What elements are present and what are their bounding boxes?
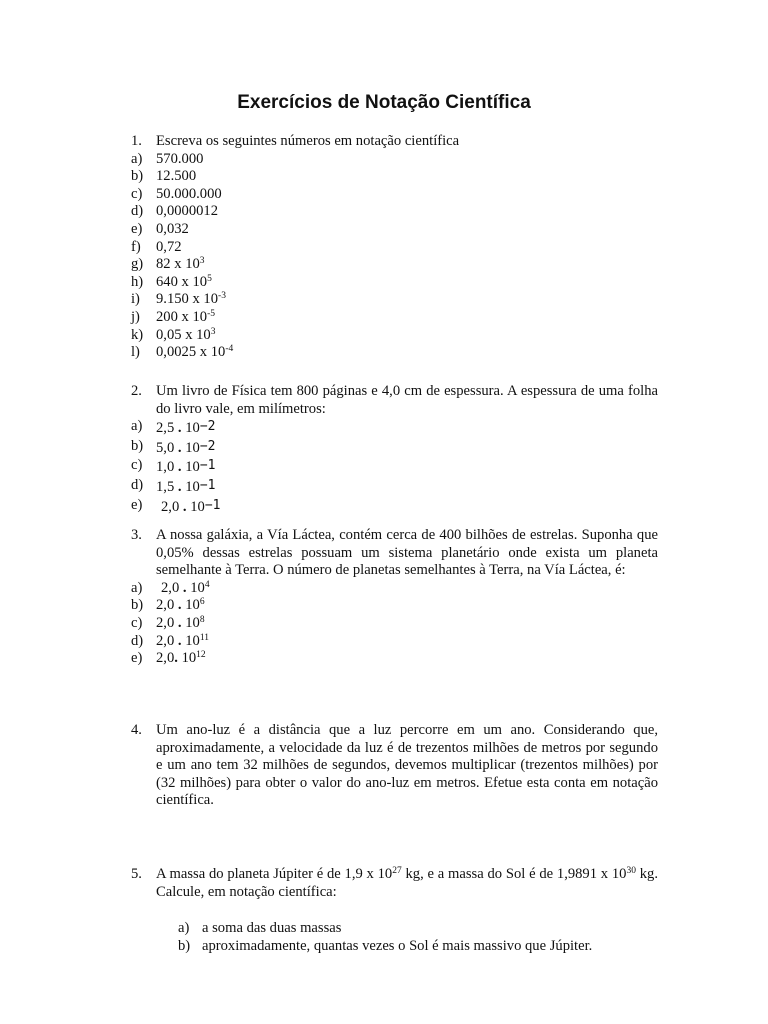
subitem-text: aproximadamente, quantas vezes o Sol é mais massivo que Júpiter.: [202, 937, 593, 954]
item-label: c): [131, 185, 143, 202]
item-text: [156, 309, 215, 327]
question-5-prompt: [131, 866, 658, 901]
question-number: 3.: [131, 527, 142, 543]
option-value: [156, 650, 206, 668]
exponent: 30: [626, 866, 636, 876]
item-label: b): [131, 168, 144, 185]
power-base: 10: [185, 439, 200, 456]
multiply-dot: .: [177, 597, 182, 614]
item-text: 570.000: [156, 150, 204, 167]
option-label: a): [131, 579, 143, 596]
answer-option: [131, 580, 658, 598]
item-text: 0,72: [156, 238, 182, 255]
power-base: 10: [181, 650, 197, 667]
multiply-dot: .: [177, 439, 182, 456]
answer-option: [131, 615, 658, 633]
mantissa: 1,0: [156, 459, 175, 476]
answer-option: [131, 418, 658, 438]
power-base: 10: [185, 459, 200, 476]
list-item: [131, 327, 658, 345]
power-base: 10: [185, 632, 200, 649]
mantissa: 2,0: [156, 614, 175, 631]
question-number: 5.: [131, 866, 142, 882]
option-label: c): [131, 457, 143, 474]
mantissa: 2,5: [156, 420, 175, 437]
list-item: [131, 274, 658, 292]
multiply-dot: .: [177, 459, 182, 476]
exponent: 8: [199, 614, 205, 625]
multiply-dot: .: [182, 498, 187, 515]
question-number: 4.: [131, 722, 142, 738]
power-base: 10: [190, 579, 205, 596]
question-text-part: A massa do planeta Júpiter é de 1,9 x 10: [156, 866, 393, 882]
item-label: d): [131, 203, 144, 220]
exponent: 12: [196, 650, 206, 661]
option-value: [156, 615, 205, 633]
question-text-part: kg, e a massa do Sol é de 1,9891 x 10: [401, 866, 627, 882]
question-3-options: [131, 580, 658, 668]
exponent: 4: [204, 579, 210, 590]
subitem-label: b): [178, 937, 191, 954]
exponent: -3: [218, 291, 226, 302]
mantissa: 2,0: [156, 650, 175, 667]
option-label: d): [131, 476, 144, 493]
question-3-prompt: [131, 527, 658, 580]
power-base: 10: [185, 614, 200, 631]
list-item: [131, 203, 658, 221]
option-value: [156, 457, 215, 477]
item-text: [156, 344, 233, 362]
option-label: b): [131, 597, 144, 614]
list-item: [131, 151, 658, 169]
exponent: -5: [207, 308, 215, 319]
exponent: −2: [199, 438, 216, 454]
item-text: [156, 291, 226, 309]
answer-option: [131, 497, 658, 517]
question-1: [131, 133, 658, 362]
question-text-part: kg. Calcule, em notação científica:: [156, 866, 659, 900]
list-item: [131, 309, 658, 327]
list-item: [131, 256, 658, 274]
multiply-dot: .: [177, 420, 182, 437]
list-item: [131, 221, 658, 239]
multiply-dot: .: [177, 478, 182, 495]
item-label: l): [131, 344, 140, 361]
power-base: 10: [185, 420, 200, 437]
exponent: −1: [204, 497, 221, 513]
item-text: 0,0000012: [156, 203, 219, 220]
multiply-dot: .: [177, 614, 182, 631]
item-base: 640 x 10: [156, 273, 208, 290]
power-base: 10: [185, 597, 200, 614]
exponent: −2: [199, 419, 216, 435]
item-text: 12.500: [156, 168, 197, 185]
mantissa: 2,0: [156, 632, 175, 649]
question-text: [156, 866, 658, 901]
option-value: [156, 418, 215, 438]
option-value: [156, 438, 215, 458]
power-base: 10: [190, 498, 205, 515]
item-label: k): [131, 326, 144, 343]
item-label: g): [131, 256, 144, 273]
question-1-prompt: [131, 133, 658, 151]
mantissa: 2,0: [161, 498, 180, 515]
item-label: j): [131, 308, 140, 325]
question-text: Um livro de Física tem 800 páginas e 4,0 cm de espessura. A espessura de uma folha do livro vale, em milímetros:: [156, 383, 658, 417]
list-item: [131, 291, 658, 309]
page-title: Exercícios de Notação Científica: [237, 92, 531, 113]
power-base: 10: [185, 478, 200, 495]
mantissa: 1,5: [156, 478, 175, 495]
answer-option: [131, 457, 658, 477]
item-label: a): [131, 150, 143, 167]
exponent: 3: [199, 256, 205, 267]
question-4: [131, 722, 658, 810]
item-label: h): [131, 273, 144, 290]
item-base: 9.150 x 10: [156, 291, 219, 308]
item-base: 0,0025 x 10: [156, 344, 226, 361]
question-number: 1.: [131, 133, 142, 149]
answer-option: [131, 477, 658, 497]
option-value: [156, 633, 209, 651]
item-base: 200 x 10: [156, 308, 208, 325]
list-item: [131, 239, 658, 257]
answer-option: [131, 438, 658, 458]
answer-option: [131, 597, 658, 615]
option-value: [156, 477, 215, 497]
option-label: c): [131, 614, 143, 631]
question-2: [131, 383, 658, 516]
question-1-items: [131, 151, 658, 362]
question-2-options: [131, 418, 658, 516]
option-value: [156, 597, 205, 615]
option-label: e): [131, 650, 143, 667]
option-label: a): [131, 418, 143, 435]
answer-option: [131, 650, 658, 668]
question-text: A nossa galáxia, a Vía Láctea, contém cerca de 400 bilhões de estrelas. Suponha que 0,05% dessas estrelas possuam um sistema planetário onde exista um planeta semelhante à Terra. O número de planetas semelhantes à Terra, na Vía Láctea, é:: [156, 527, 658, 579]
exponent: 27: [392, 866, 402, 876]
exponent: -4: [225, 344, 234, 355]
item-text: [156, 274, 212, 292]
item-text: 0,032: [156, 220, 189, 237]
item-label: e): [131, 220, 143, 237]
item-label: f): [131, 238, 141, 255]
question-number: 2.: [131, 383, 142, 399]
exponent: 3: [210, 326, 216, 337]
question-2-prompt: [131, 383, 658, 418]
question-3: [131, 527, 658, 668]
option-label: d): [131, 632, 144, 649]
option-label: b): [131, 437, 144, 454]
multiply-dot: .: [177, 632, 182, 649]
subitem-text: a soma das duas massas: [202, 920, 342, 936]
exponent: −1: [199, 458, 216, 474]
subitem: [178, 938, 658, 956]
multiply-dot: .: [182, 579, 187, 596]
list-item: [131, 168, 658, 186]
subitem-label: a): [178, 920, 190, 936]
option-value: [156, 580, 210, 598]
list-item: [131, 186, 658, 204]
mantissa: 2,0: [161, 579, 180, 596]
item-label: i): [131, 291, 140, 308]
item-base: 82 x 10: [156, 256, 200, 273]
item-text: 50.000.000: [156, 185, 222, 202]
subitem: [178, 920, 658, 938]
question-text: Escreva os seguintes números em notação científica: [156, 133, 460, 149]
mantissa: 2,0: [156, 597, 175, 614]
item-base: 0,05 x 10: [156, 326, 211, 343]
exponent: 5: [207, 273, 212, 284]
exponent: 6: [199, 597, 205, 608]
list-item: [131, 344, 658, 362]
question-text: Um ano-luz é a distância que a luz percorre em um ano. Considerando que, aproximadamente, a velocidade da luz é de trezentos milhões de metros por segundo e um ano tem 32 milhões de segundos, devemos multiplicar (trezentos milhões) por (32 milhões) para obter o valor do ano-luz em metros. Efetue esta conta em notação científica.: [156, 722, 658, 809]
question-5: [131, 866, 658, 901]
question-4-prompt: [131, 722, 658, 810]
option-label: e): [131, 496, 143, 513]
exponent: 11: [199, 632, 209, 643]
item-text: [156, 327, 215, 345]
option-value: [156, 497, 220, 517]
exponent: −1: [199, 477, 216, 493]
question-5-subitems: [178, 920, 658, 955]
answer-option: [131, 633, 658, 651]
multiply-dot: .: [174, 650, 178, 667]
item-text: [156, 256, 205, 274]
mantissa: 5,0: [156, 439, 175, 456]
